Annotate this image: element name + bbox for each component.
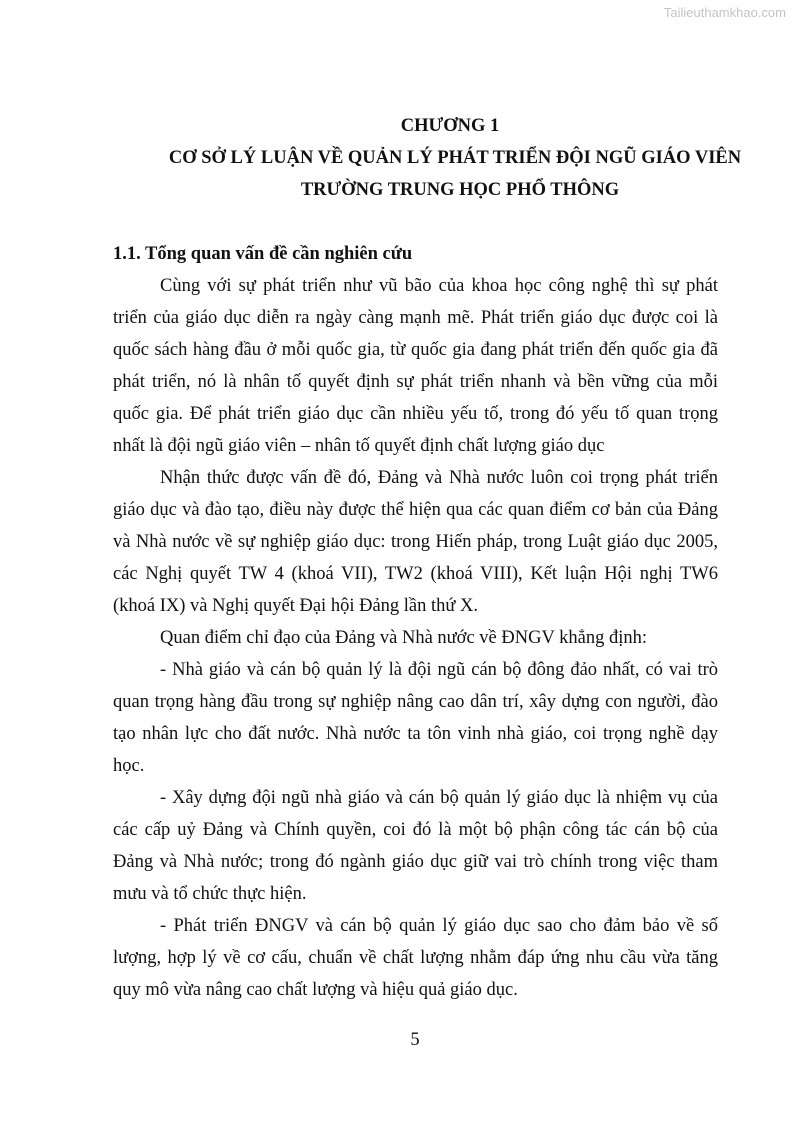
text-line: Nhận thức được vấn đề đó, Đảng và Nhà nước luôn coi trọng phát triển: [160, 468, 718, 488]
text-line: quốc sách hàng đầu ở mỗi quốc gia, từ quốc gia đang phát triển đến quốc gia đã: [113, 340, 718, 360]
text-line: phát triển, nó là nhân tố quyết định sự phát triển nhanh và bền vững của mỗi: [113, 372, 718, 392]
text-line: (khoá IX) và Nghị quyết Đại hội Đảng lần thứ X.: [113, 596, 479, 616]
text-line: quy mô vừa nâng cao chất lượng và hiệu quả giáo dục.: [113, 980, 518, 1000]
chapter-number: CHƯƠNG 1: [400, 116, 500, 136]
page-number: 5: [410, 1030, 420, 1050]
text-line: các cấp uỷ Đảng và Chính quyền, coi đó là một bộ phận công tác cán bộ của: [113, 820, 718, 840]
text-line: triển của giáo dục diễn ra ngày càng mạnh mẽ. Phát triển giáo dục được coi là: [113, 308, 718, 328]
paragraph: [113, 782, 718, 910]
text-line: Đảng và Nhà nước; trong đó ngành giáo dục giữ vai trò chính trong việc tham: [113, 852, 718, 872]
watermark: Tailieuthamkhao.com: [663, 5, 786, 20]
text-line: nhất là đội ngũ giáo viên – nhân tố quyết định chất lượng giáo dục: [113, 436, 605, 456]
text-line: quan trọng hàng đầu trong sự nghiệp nâng cao dân trí, xây dựng con người, đào: [113, 692, 718, 712]
chapter-title-line-2: TRƯỜNG TRUNG HỌC PHỔ THÔNG: [300, 180, 620, 200]
text-line: tạo nhân lực cho đất nước. Nhà nước ta tôn vinh nhà giáo, coi trọng nghề dạy: [113, 724, 718, 744]
text-line: mưu và tổ chức thực hiện.: [113, 884, 307, 904]
paragraph: [113, 270, 718, 462]
section-heading: 1.1. Tổng quan vấn đề cần nghiên cứu: [113, 244, 413, 264]
text-line: lượng, hợp lý về cơ cấu, chuẩn về chất lượng nhằm đáp ứng nhu cầu vừa tăng: [113, 948, 718, 968]
paragraph: [113, 462, 718, 622]
chapter-title-block: [100, 110, 760, 206]
paragraph: [113, 654, 718, 782]
text-line: - Nhà giáo và cán bộ quản lý là đội ngũ cán bộ đông đảo nhất, có vai trò: [160, 660, 718, 680]
text-line: học.: [113, 756, 145, 776]
paragraph: [113, 622, 718, 654]
text-line: - Phát triển ĐNGV và cán bộ quản lý giáo dục sao cho đảm bảo về số: [160, 916, 718, 936]
text-line: - Xây dựng đội ngũ nhà giáo và cán bộ quản lý giáo dục là nhiệm vụ của: [160, 788, 718, 808]
paragraph: [113, 910, 718, 1006]
text-line: Quan điểm chỉ đạo của Đảng và Nhà nước về ĐNGV khẳng định:: [160, 628, 647, 648]
chapter-title-line-1: CƠ SỞ LÝ LUẬN VỀ QUẢN LÝ PHÁT TRIỂN ĐỘI NGŨ GIÁO VIÊN: [168, 148, 742, 168]
text-line: giáo dục và đào tạo, điều này được thể hiện qua các quan điểm cơ bản của Đảng: [113, 500, 718, 520]
text-line: quốc gia. Để phát triển giáo dục cần nhiều yếu tố, trong đó yếu tố quan trọng: [113, 404, 718, 424]
body-text: [113, 270, 718, 1006]
text-line: Cùng với sự phát triển như vũ bão của khoa học công nghệ thì sự phát: [160, 276, 718, 296]
text-line: các Nghị quyết TW 4 (khoá VII), TW2 (khoá VIII), Kết luận Hội nghị TW6: [113, 564, 718, 584]
text-line: và Nhà nước về sự nghiệp giáo dục: trong Hiến pháp, trong Luật giáo dục 2005,: [113, 532, 718, 552]
